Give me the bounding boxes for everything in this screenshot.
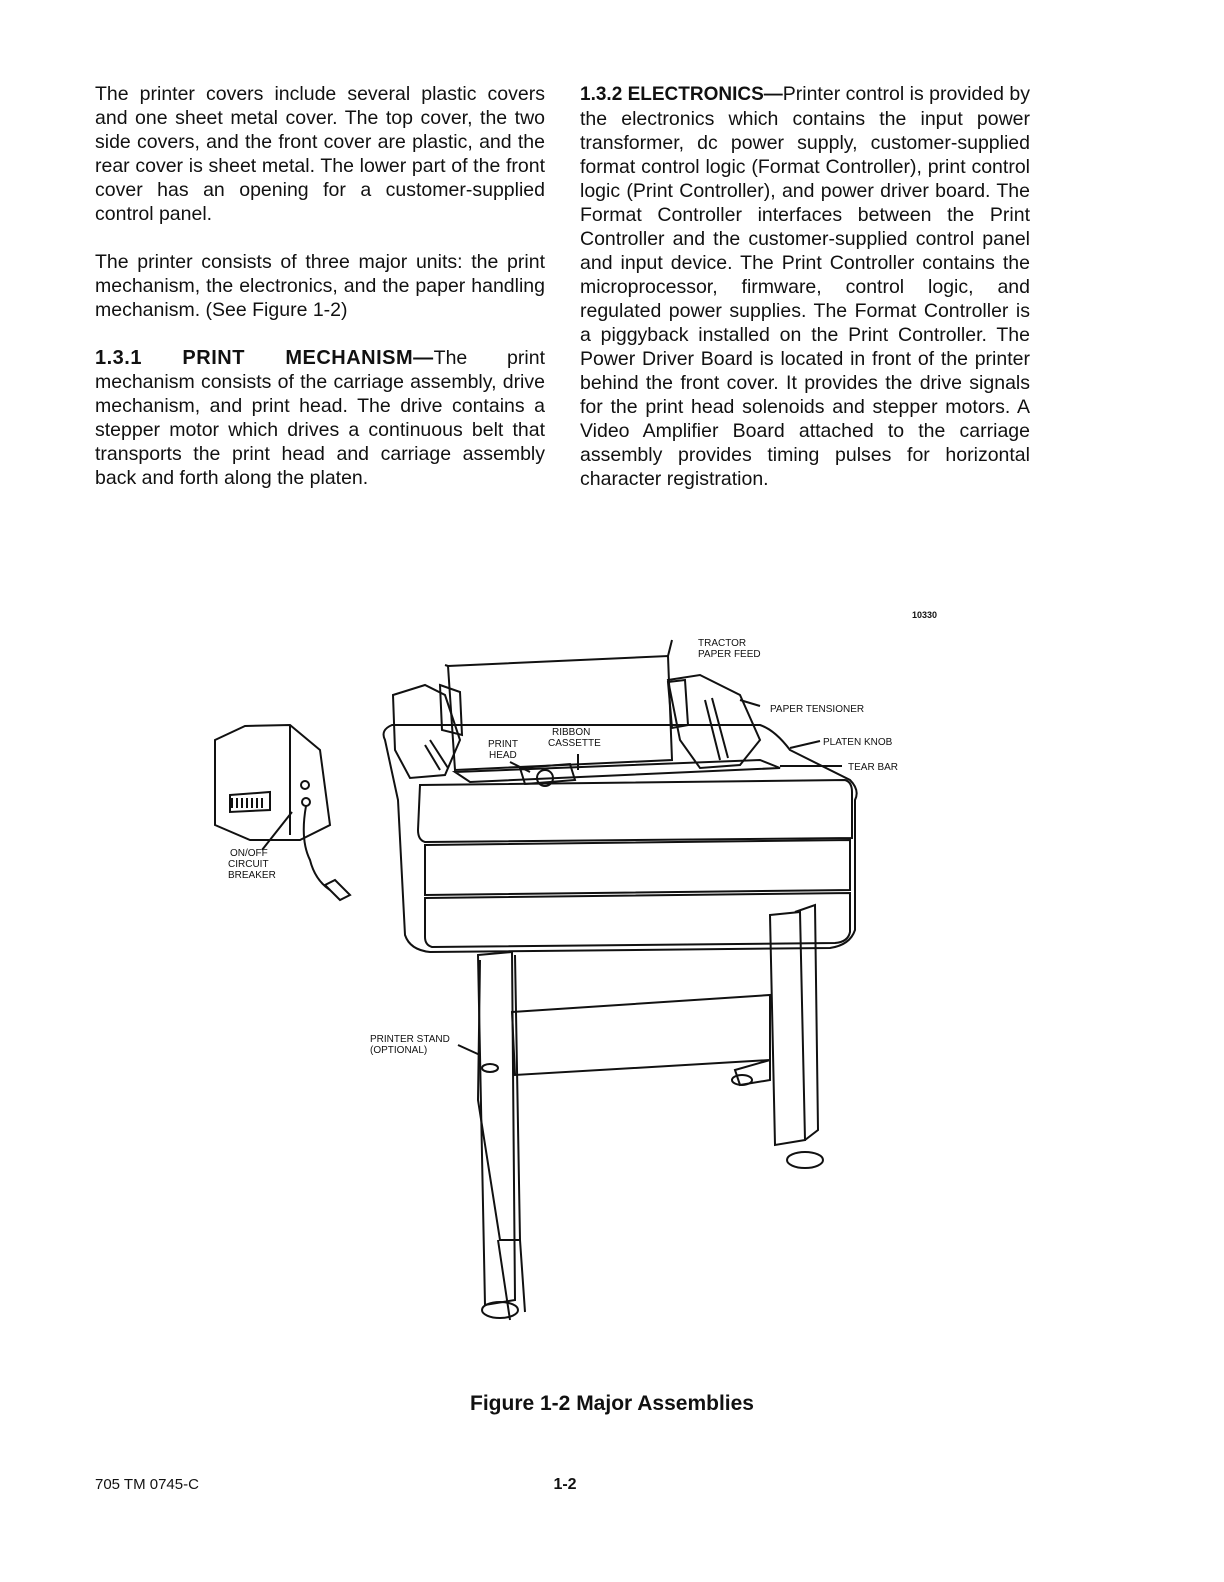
- label-print-head-2: HEAD: [489, 750, 517, 761]
- section-heading-print-mechanism: 1.3.1 PRINT MECHANISM—: [95, 347, 434, 369]
- label-onoff-2: CIRCUIT: [228, 859, 269, 870]
- figure-id: 10330: [912, 610, 938, 620]
- power-supply-box: [215, 725, 330, 840]
- figure-caption: Figure 1-2 Major Assemblies: [470, 1392, 754, 1415]
- label-onoff-3: BREAKER: [228, 870, 276, 881]
- label-stand-2: (OPTIONAL): [370, 1045, 428, 1056]
- right-column: [580, 82, 1030, 515]
- paragraph-major-units: The printer consists of three major units: the print mechanism, the electronics, and the paper handling mechanism. (See Figure 1-2): [95, 251, 545, 321]
- label-ribbon-1: RIBBON: [552, 727, 591, 738]
- left-column: [95, 82, 545, 514]
- label-print-head-1: PRINT: [488, 739, 518, 750]
- label-stand-1: PRINTER STAND: [370, 1034, 450, 1045]
- label-tractor-2: PAPER FEED: [698, 649, 761, 660]
- label-tear-bar: TEAR BAR: [848, 762, 899, 773]
- label-onoff-1: ON/OFF: [230, 848, 268, 859]
- section-print-mechanism: [95, 346, 545, 490]
- label-platen-knob: PLATEN KNOB: [823, 737, 893, 748]
- page-number: 1-2: [553, 1476, 577, 1493]
- paragraph-covers: The printer covers include several plastic covers and one sheet metal cover. The top cover, the two side covers, and the front cover are plastic, and the rear cover is sheet metal. The lower part of the front cover has an opening for a customer-supplied control panel.: [95, 83, 545, 225]
- section-electronics: [580, 82, 1030, 491]
- right-tractor: [668, 675, 760, 768]
- paper-sheet: [448, 656, 672, 770]
- section-heading-electronics: 1.3.2 ELECTRONICS—: [580, 84, 783, 105]
- section-body-print-mechanism: The print mechanism consists of the carriage assembly, drive mechanism, and print head. The drive contains a stepper motor which drives a continuous belt that transports the print head and carriage assembly back and forth along the platen.: [95, 347, 545, 489]
- section-body-electronics: Printer control is provided by the electronics which contains the input power transformer, dc power supply, customer-supplied format control logic (Format Controller), print control logic (Print Controller), and power driver board. The Format Controller interfaces between the Print Controller and the customer-supplied control panel and input device. The Print Controller contains the microprocessor, firmware, control logic, and regulated power supplies. The Format Controller is a piggyback installed on the Print Controller. The Power Driver Board is located in front of the printer behind the front cover. It provides the drive signals for the print head solenoids and stepper motors. A Video Amplifier Board attached to the carriage assembly provides timing pulses for horizontal character registration.: [580, 83, 1030, 490]
- label-tractor-1: TRACTOR: [698, 638, 747, 649]
- label-paper-tensioner: PAPER TENSIONER: [770, 704, 865, 715]
- printer-stand: [478, 905, 823, 1320]
- label-ribbon-2: CASSETTE: [548, 738, 601, 749]
- printer-illustration: [0, 600, 1224, 1360]
- document-number: 705 TM 0745-C: [95, 1476, 199, 1493]
